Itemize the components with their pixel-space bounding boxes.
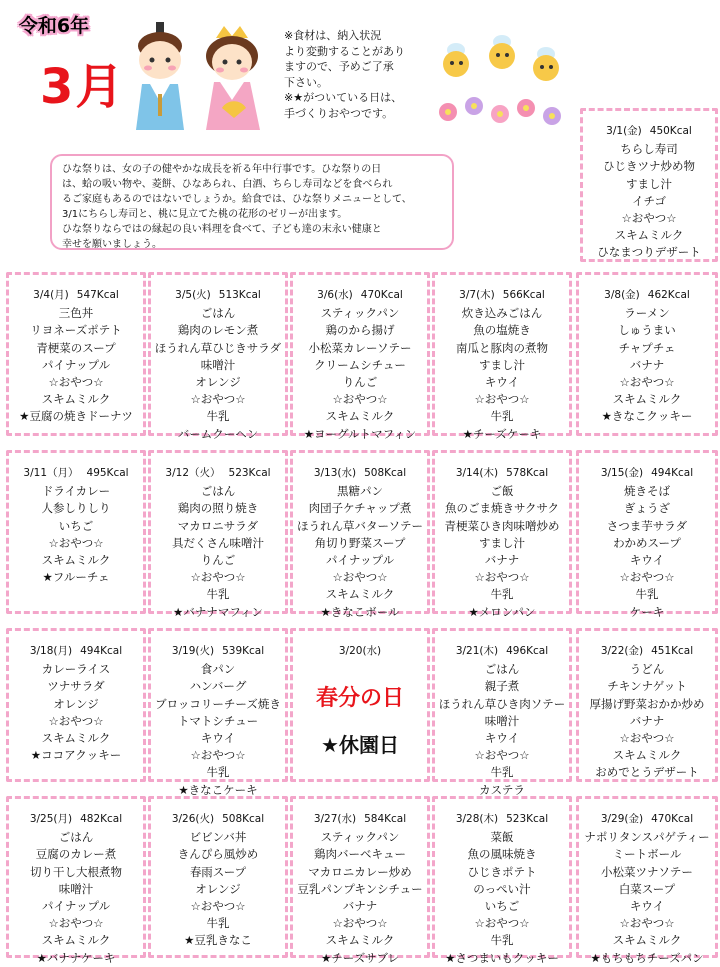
menu-item: ★きなこケーキ — [178, 782, 258, 797]
menu-item: ★チーズケーキ — [462, 426, 542, 441]
menu-item: ☆おやつ☆ — [619, 731, 675, 746]
menu-item: 牛乳 — [206, 916, 230, 931]
menu-item: りんご — [200, 553, 236, 568]
day-kcal: 470Kcal — [360, 289, 403, 301]
menu-item: ★バナナマフィン — [173, 604, 263, 619]
menu-item: ☆おやつ☆ — [48, 713, 104, 728]
menu-item: ほうれん草ひき肉ソテー — [438, 696, 566, 711]
day-card — [6, 796, 146, 965]
menu-item: ☆おやつ☆ — [474, 392, 530, 407]
menu-item: ごはん — [200, 484, 236, 499]
menu-item: チキンナゲット — [607, 679, 687, 694]
day-card — [148, 272, 288, 441]
menu-item: 親子煮 — [484, 679, 520, 694]
notice-text — [284, 28, 434, 121]
menu-item: 青梗菜ひき肉味噌炒め — [444, 518, 560, 533]
day-header — [579, 643, 715, 660]
menu-item: 牛乳 — [490, 409, 514, 424]
menu-item: ひじきポテト — [467, 864, 537, 879]
menu-item: ★きなこボール — [320, 604, 400, 619]
menu-item: ☆おやつ☆ — [48, 375, 104, 390]
menu-item: スキムミルク — [614, 228, 684, 243]
day-header — [151, 465, 285, 482]
day-header — [435, 465, 569, 482]
day-card — [290, 450, 430, 619]
notice-line: 手づくりおやつです。 — [284, 106, 394, 120]
day-date: 3/13(水) — [313, 467, 357, 479]
menu-item: パイナップル — [41, 357, 111, 372]
day-date: 3/27(水) — [313, 813, 357, 825]
menu-item: ★豆乳きなこ — [184, 933, 252, 948]
menu-item: ミートボール — [612, 847, 682, 862]
menu-item: 牛乳 — [206, 409, 230, 424]
notice-line: ますので、予めご了承 — [284, 60, 394, 73]
day-kcal: 566Kcal — [502, 289, 545, 301]
menu-item: 味噌汁 — [484, 713, 520, 728]
menu-item: ☆おやつ☆ — [190, 570, 246, 585]
menu-item: 炊き込みごはん — [461, 306, 543, 321]
menu-item: チャプチェ — [618, 340, 676, 355]
intro-line: ひな祭りは、女の子の健やかな成長を祈る年中行事です。ひな祭りの日 — [62, 164, 382, 175]
menu-item: マカロニサラダ — [177, 518, 259, 533]
menu-item: 鶏肉の照り焼き — [177, 501, 259, 516]
day-date: 3/19(火) — [171, 645, 215, 657]
menu-item: ☆おやつ☆ — [332, 916, 388, 931]
day-card — [580, 108, 718, 262]
menu-item: 味噌汁 — [58, 881, 94, 896]
menu-item: スキムミルク — [325, 587, 395, 602]
day-card — [432, 450, 572, 619]
day-header — [9, 287, 143, 304]
day-card — [6, 272, 146, 436]
day-card — [290, 628, 430, 782]
menu-item: クリームシチュー — [314, 357, 406, 372]
day-card — [432, 272, 572, 441]
menu-item: 三色丼 — [58, 306, 94, 321]
menu-item: ☆おやつ☆ — [474, 748, 530, 763]
day-date: 3/14(木) — [455, 467, 499, 479]
menu-item: いちご — [58, 518, 94, 533]
menu-item: ★バナナケーキ — [36, 950, 116, 965]
menu-item: ドライカレー — [41, 484, 111, 499]
menu-item: わかめスープ — [613, 535, 681, 550]
menu-item: パイナップル — [41, 899, 111, 914]
menu-item: 牛乳 — [635, 587, 659, 602]
day-header — [435, 811, 569, 828]
menu-item: ほうれん草ひじきサラダ — [154, 340, 282, 355]
notice-line: 下さい。 — [284, 75, 328, 89]
day-kcal: 508Kcal — [364, 467, 407, 479]
menu-item: いちご — [484, 899, 520, 914]
menu-item: 豆腐のカレー煮 — [35, 847, 117, 862]
menu-item: ☆おやつ☆ — [619, 570, 675, 585]
menu-item: カステラ — [479, 782, 525, 797]
day-card — [148, 628, 288, 797]
menu-item: オレンジ — [195, 881, 241, 896]
day-kcal: 547Kcal — [76, 289, 119, 301]
menu-item: ナポリタンスパゲティー — [584, 830, 710, 845]
bee-icon — [489, 35, 515, 69]
menu-item: ☆おやつ☆ — [190, 748, 246, 763]
menu-item: スキムミルク — [612, 392, 682, 407]
menu-item: ケーキ — [629, 604, 665, 619]
menu-item: ほうれん草バターソテー — [296, 518, 424, 533]
day-header — [435, 643, 569, 660]
day-kcal: 508Kcal — [222, 813, 265, 825]
menu-item: ★チーズサブレ — [320, 950, 400, 965]
menu-item: 小松菜カレーソテー — [308, 340, 412, 355]
menu-item: ★フルーチェ — [42, 570, 110, 585]
menu-item: ひじきツナ炒め物 — [603, 159, 695, 174]
menu-item: 角切り野菜スープ — [314, 535, 406, 550]
day-header — [293, 287, 427, 304]
menu-item: イチゴ — [631, 193, 667, 208]
menu-item: すまし汁 — [626, 176, 672, 191]
day-header — [9, 811, 143, 828]
menu-item: ☆おやつ☆ — [332, 392, 388, 407]
menu-item: 厚揚げ野菜おかか炒め — [589, 696, 705, 711]
menu-item: 具だくさん味噌汁 — [172, 535, 264, 550]
notice-line: ※★がついている日は、 — [284, 91, 403, 104]
day-date: 3/4(月) — [33, 289, 69, 301]
menu-item: 牛乳 — [490, 765, 514, 780]
menu-item: ★ヨーグルトマフィン — [303, 426, 417, 441]
menu-item: うどん — [629, 662, 665, 677]
menu-item: ☆おやつ☆ — [474, 916, 530, 931]
menu-item: 南瓜と豚肉の煮物 — [456, 340, 548, 355]
menu-item: バナナ — [484, 553, 520, 568]
menu-item: ★もちもちチーズパン — [590, 950, 704, 965]
day-date: 3/1(金) — [606, 125, 642, 137]
menu-item: 鶏肉のレモン煮 — [177, 323, 259, 338]
day-header — [151, 287, 285, 304]
intro-box — [50, 154, 454, 250]
menu-item: 切り干し大根煮物 — [30, 864, 122, 879]
menu-item: スティックパン — [320, 306, 400, 321]
day-date: 3/7(木) — [459, 289, 495, 301]
bee-icon — [443, 43, 469, 77]
closed-notice: ★休園日 — [321, 733, 399, 758]
menu-item: バナナ — [629, 713, 665, 728]
menu-item: ★ココアクッキー — [30, 748, 122, 763]
menu-item: ☆おやつ☆ — [190, 899, 246, 914]
menu-item: おめでとうデザート — [595, 765, 699, 780]
day-kcal: 584Kcal — [364, 813, 407, 825]
day-kcal: 482Kcal — [80, 813, 123, 825]
day-card — [148, 796, 288, 958]
menu-item: マカロニカレー炒め — [308, 864, 412, 879]
menu-item: さつま芋サラダ — [606, 518, 688, 533]
menu-item: ☆おやつ☆ — [474, 570, 530, 585]
menu-item: 牛乳 — [206, 765, 230, 780]
intro-line: 3/1にちらし寿司と、桃に見立てた桃の花形のゼリーが出ます。 — [62, 209, 348, 220]
menu-item: スキムミルク — [41, 553, 111, 568]
day-kcal: 470Kcal — [651, 813, 694, 825]
menu-item: ごはん — [484, 662, 520, 677]
menu-item: 食パン — [200, 662, 236, 677]
menu-item: スキムミルク — [612, 933, 682, 948]
menu-item: ごはん — [200, 306, 236, 321]
day-kcal: 523Kcal — [506, 813, 549, 825]
menu-item: ハンバーグ — [189, 679, 247, 694]
day-date: 3/5(火) — [175, 289, 211, 301]
day-date: 3/29(金) — [600, 813, 644, 825]
year-label: 令和6年 — [18, 14, 90, 37]
menu-item: スキムミルク — [41, 392, 111, 407]
menu-item: ☆おやつ☆ — [332, 570, 388, 585]
day-kcal: 539Kcal — [222, 645, 265, 657]
menu-item: 青梗菜のスープ — [36, 340, 116, 355]
menu-item: オレンジ — [195, 375, 241, 390]
menu-item: ブロッコリーチーズ焼き — [155, 696, 281, 711]
year-badge — [6, 6, 102, 42]
menu-item: バナナ — [342, 899, 378, 914]
day-header — [293, 811, 427, 828]
day-date: 3/21(木) — [455, 645, 499, 657]
day-card — [6, 450, 146, 614]
flower-icon — [439, 97, 561, 125]
day-kcal: 578Kcal — [506, 467, 549, 479]
menu-item: 鶏のから揚げ — [325, 323, 395, 338]
day-kcal: 494Kcal — [651, 467, 694, 479]
menu-item: 焼きそば — [624, 484, 670, 499]
menu-item: スキムミルク — [325, 933, 395, 948]
day-date: 3/15(金) — [600, 467, 644, 479]
menu-item: のっぺい汁 — [473, 881, 531, 896]
menu-item: りんご — [342, 375, 378, 390]
menu-item: ビビンバ丼 — [189, 830, 247, 845]
menu-item: ☆おやつ☆ — [48, 916, 104, 931]
menu-item: ★豆腐の焼きドーナツ — [19, 409, 133, 424]
menu-item: バナナ — [629, 357, 665, 372]
menu-item: ツナサラダ — [47, 679, 105, 694]
day-header — [579, 287, 715, 304]
day-header — [583, 123, 715, 140]
day-date: 3/28(木) — [455, 813, 499, 825]
emperor-doll-icon — [136, 22, 184, 130]
menu-item: スティックパン — [320, 830, 400, 845]
day-card — [148, 450, 288, 619]
menu-item: スキムミルク — [612, 748, 682, 763]
menu-item: ぎょうざ — [624, 501, 670, 516]
menu-item: パイナップル — [325, 553, 395, 568]
day-date: 3/26(火) — [171, 813, 215, 825]
bees-flowers-illustration — [434, 32, 574, 128]
menu-item: 魚の風味焼き — [467, 847, 537, 862]
menu-item: スキムミルク — [325, 409, 395, 424]
menu-item: 豆乳パンプキンシチュー — [297, 881, 423, 896]
menu-item: すまし汁 — [479, 357, 525, 372]
menu-item: スキムミルク — [41, 731, 111, 746]
menu-item: ☆おやつ☆ — [190, 392, 246, 407]
day-kcal: 495Kcal — [86, 467, 129, 479]
day-header — [435, 287, 569, 304]
menu-item: 鶏肉バーベキュー — [314, 847, 406, 862]
intro-line: 幸せを願いましょう。 — [62, 239, 162, 250]
day-card — [290, 272, 430, 441]
day-header — [151, 811, 285, 828]
bee-icon — [533, 47, 559, 81]
day-card — [432, 796, 572, 965]
day-card — [576, 628, 718, 782]
day-date: 3/6(水) — [317, 289, 353, 301]
menu-item: きんぴら風炒め — [177, 847, 259, 862]
menu-item: ★さつまいもクッキー — [445, 950, 559, 965]
day-header — [293, 465, 427, 482]
menu-item: ☆おやつ☆ — [619, 375, 675, 390]
day-date: 3/11（月） — [23, 467, 79, 479]
menu-item: キウイ — [200, 731, 236, 746]
day-card — [576, 796, 718, 965]
menu-item: トマトシチュー — [177, 713, 259, 728]
menu-item: 魚の塩焼き — [473, 323, 531, 338]
day-card — [290, 796, 430, 965]
menu-item: 人参しりしり — [41, 501, 111, 516]
day-date: 3/18(月) — [29, 645, 73, 657]
menu-item: バームクーヘン — [177, 426, 259, 441]
day-kcal: 513Kcal — [218, 289, 261, 301]
menu-item: 菜飯 — [490, 830, 514, 845]
day-date: 3/25(月) — [29, 813, 73, 825]
notice-line: ※食材は、納入状況 — [284, 29, 382, 42]
menu-item: ひなまつりデザート — [597, 245, 701, 260]
menu-item: ラーメン — [624, 306, 670, 321]
intro-line: は、蛤の吸い物や、菱餅、ひなあられ、白酒、ちらし寿司などを食べられ — [62, 179, 393, 190]
day-date: 3/8(金) — [604, 289, 640, 301]
day-card — [432, 628, 572, 797]
menu-item: 牛乳 — [490, 587, 514, 602]
day-kcal: 494Kcal — [80, 645, 123, 657]
menu-item: 魚のごま焼きサクサク — [444, 501, 560, 516]
menu-item: 黒糖パン — [337, 484, 383, 499]
menu-item: 小松菜ツナソテー — [601, 864, 693, 879]
menu-item: キウイ — [629, 899, 665, 914]
menu-item: ご飯 — [490, 484, 514, 499]
menu-item: キウイ — [484, 375, 520, 390]
day-kcal: 523Kcal — [228, 467, 271, 479]
menu-item: キウイ — [484, 731, 520, 746]
menu-item: スキムミルク — [41, 933, 111, 948]
day-kcal: 496Kcal — [506, 645, 549, 657]
day-kcal: 451Kcal — [651, 645, 694, 657]
month-title: 3月 — [40, 59, 126, 115]
hina-dolls-illustration — [128, 22, 278, 134]
menu-item: 味噌汁 — [200, 357, 236, 372]
intro-line: ひな祭りならではの縁起の良い料理を食べて、子ども達の末永い健康と — [62, 224, 382, 235]
day-card — [6, 628, 146, 782]
day-date: 3/22(金) — [600, 645, 644, 657]
day-kcal: 450Kcal — [649, 125, 692, 137]
menu-item: ☆おやつ☆ — [48, 535, 104, 550]
day-header — [9, 465, 143, 482]
day-header — [579, 811, 715, 828]
menu-item: 牛乳 — [206, 587, 230, 602]
day-kcal: 462Kcal — [647, 289, 690, 301]
menu-item: 肉団子ケチャップ煮 — [308, 501, 412, 516]
menu-item: ★メロンパン — [468, 604, 536, 619]
day-date: 3/12（火） — [165, 467, 221, 479]
menu-item: リヨネーズポテト — [30, 323, 122, 338]
day-date: 3/20(水) — [338, 645, 382, 657]
intro-line: るご家庭もあるのではないでしょうか。給食では、ひな祭りメニューとして、 — [62, 194, 412, 205]
empress-doll-icon — [206, 26, 260, 130]
day-header — [293, 643, 427, 660]
notice-line: より変動することがあり — [284, 44, 405, 58]
menu-item: すまし汁 — [479, 535, 525, 550]
day-header — [151, 643, 285, 660]
day-header — [579, 465, 715, 482]
holiday-name: 春分の日 — [315, 686, 404, 712]
menu-item: ごはん — [58, 830, 94, 845]
menu-item: ちらし寿司 — [620, 142, 678, 157]
menu-item: 春雨スープ — [189, 864, 247, 879]
day-header — [9, 643, 143, 660]
menu-item: しゅうまい — [618, 323, 676, 338]
menu-item: カレーライス — [41, 662, 111, 677]
menu-item: ☆おやつ☆ — [621, 211, 677, 226]
menu-item: オレンジ — [53, 696, 99, 711]
day-card — [576, 272, 718, 436]
menu-item: ★きなこクッキー — [601, 409, 693, 424]
day-card — [576, 450, 718, 619]
menu-item: ☆おやつ☆ — [619, 916, 675, 931]
menu-item: 牛乳 — [490, 933, 514, 948]
menu-item: 白菜スープ — [618, 881, 676, 896]
menu-item: キウイ — [629, 553, 665, 568]
